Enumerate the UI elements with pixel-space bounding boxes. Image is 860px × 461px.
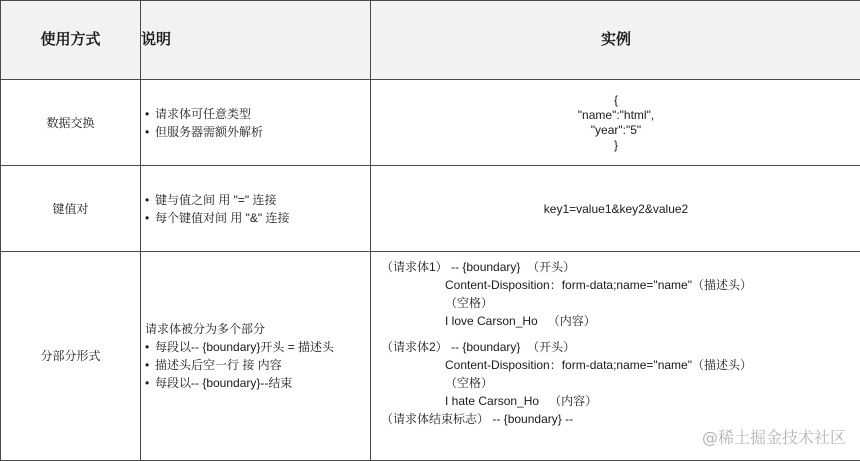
part2-boundary: -- {boundary} [451,340,520,354]
header-example: 实例 [371,1,860,80]
bullet-list [141,338,370,392]
row-example-data-exchange [371,80,860,166]
row-name-key-value: 键值对 [1,166,141,252]
list-item: • 但服务器需额外解析 [145,123,370,141]
list-item: • 请求体可任意类型 [145,105,370,123]
part1-content: I love Carson_Ho [445,314,538,328]
part2-content: I hate Carson_Ho [445,394,539,408]
bullet-list [141,105,370,141]
part1-content-note: （内容） [548,314,596,328]
list-item: • 每段以-- {boundary}开头 = 描述头 [145,338,370,356]
header-row [1,1,860,80]
part2-label: （请求体2） [381,340,448,354]
end-label: （请求体结束标志） [381,412,489,426]
row-desc-multipart [141,252,371,461]
part2-boundary-note: （开头） [527,340,575,354]
part2-disposition: Content-Disposition：form-data;name="name" [445,358,692,372]
part1-disposition: Content-Disposition：form-data;name="name" [445,278,692,292]
row-example-key-value: key1=value1&key2&value2 [371,166,860,252]
part1-disposition-note: （描述头） [692,278,752,292]
part1-boundary-note: （开头） [527,260,575,274]
list-item: • 每个键值对间 用 "&" 连接 [145,209,370,227]
end-boundary: -- {boundary} -- [492,412,573,426]
multipart-lead: 请求体被分为多个部分 [141,320,370,338]
row-desc-data-exchange [141,80,371,166]
part1-label: （请求体1） [381,260,448,274]
list-item: • 每段以-- {boundary}--结束 [145,374,370,392]
row-name-data-exchange: 数据交换 [1,80,141,166]
header-usage: 使用方式 [1,1,141,80]
table-row [1,166,860,252]
part2-content-note: （内容） [549,394,597,408]
watermark: @稀土掘金技术社区 [702,425,846,448]
json-example: { "name":"html", "year":"5" } [371,93,860,153]
list-item: • 键与值之间 用 "=" 连接 [145,191,370,209]
row-desc-key-value [141,166,371,252]
part2-disposition-note: （描述头） [692,358,752,372]
part1-boundary: -- {boundary} [451,260,520,274]
row-name-multipart: 分部分形式 [1,252,141,461]
list-item: • 描述头后空一行 接 内容 [145,356,370,374]
multipart-example [371,252,860,428]
part2-blank: （空格） [381,374,860,392]
header-description: 说明 [141,1,371,80]
part1-blank: （空格） [381,294,860,312]
bullet-list [141,191,370,227]
table-row [1,80,860,166]
